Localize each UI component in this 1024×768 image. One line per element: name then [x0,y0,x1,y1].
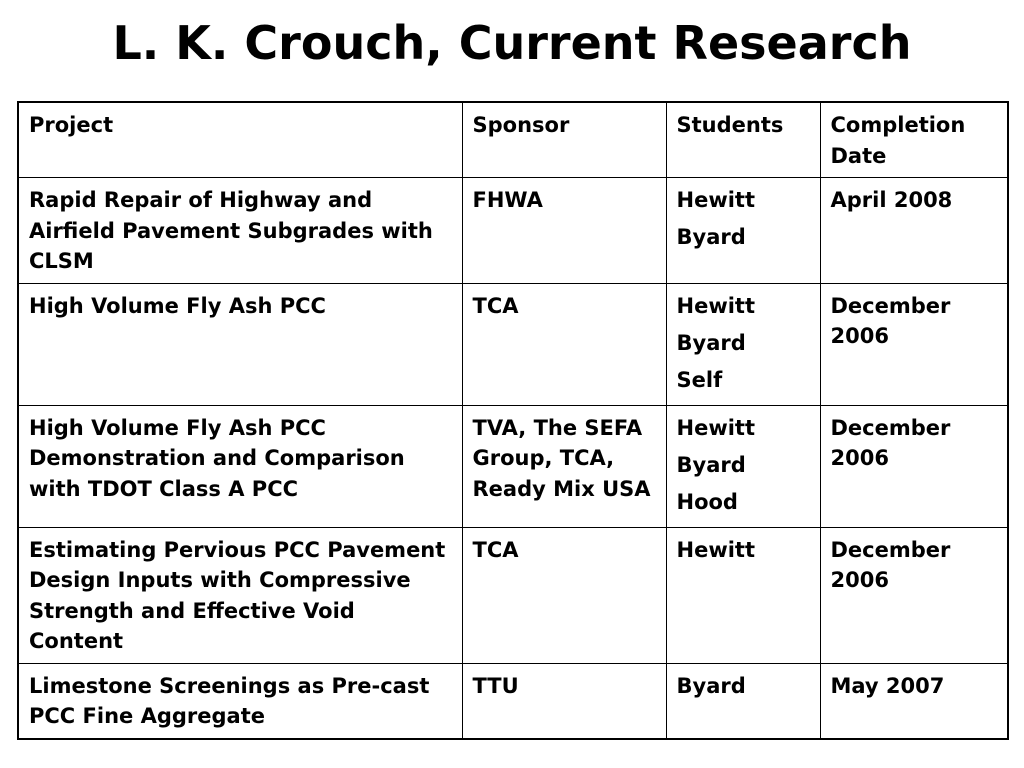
project-cell: High Volume Fly Ash PCC [18,283,462,405]
table-header-row [18,102,1008,178]
completion-cell: December 2006 [820,527,1008,663]
student-name: Hewitt [676,537,755,562]
completion-cell: April 2008 [820,178,1008,284]
students-cell [666,527,820,663]
student-name: Byard [676,452,746,477]
table-row [18,663,1008,739]
project-cell: Rapid Repair of Highway and Airfield Pavement Subgrades with CLSM [18,178,462,284]
student-name: Byard [676,330,746,355]
table-row [18,178,1008,284]
completion-cell: December 2006 [820,405,1008,527]
student-name: Hewitt [676,293,755,318]
sponsor-cell: TCA [462,283,666,405]
completion-cell: May 2007 [820,663,1008,739]
sponsor-cell: TCA [462,527,666,663]
header-students: Students [666,102,820,178]
student-name: Hewitt [676,188,755,212]
table-row [18,405,1008,527]
sponsor-cell: TVA, The SEFA Group, TCA, Ready Mix USA [462,405,666,527]
student-name: Self [676,367,723,392]
students-cell [666,405,820,527]
page-title: L. K. Crouch, Current Research [112,16,912,70]
sponsor-cell: FHWA [462,178,666,284]
students-cell [666,178,820,284]
student-name: Byard [676,673,746,698]
project-cell: Estimating Pervious PCC Pavement Design Inputs with Compressive Strength and Effective Void Content [18,527,462,663]
project-cell: Limestone Screenings as Pre-cast PCC Fine Aggregate [18,663,462,739]
student-name: Hewitt [676,415,755,440]
students-cell [666,663,820,739]
table-row [18,283,1008,405]
student-name: Hood [676,489,738,514]
table-row [18,527,1008,663]
header-completion-date: Completion Date [820,102,1008,178]
sponsor-cell: TTU [462,663,666,739]
research-table [17,101,1009,740]
student-name: Byard [676,225,746,249]
students-cell [666,283,820,405]
completion-cell: December 2006 [820,283,1008,405]
header-sponsor: Sponsor [462,102,666,178]
project-cell: High Volume Fly Ash PCC Demonstration and Comparison with TDOT Class A PCC [18,405,462,527]
header-project: Project [18,102,462,178]
